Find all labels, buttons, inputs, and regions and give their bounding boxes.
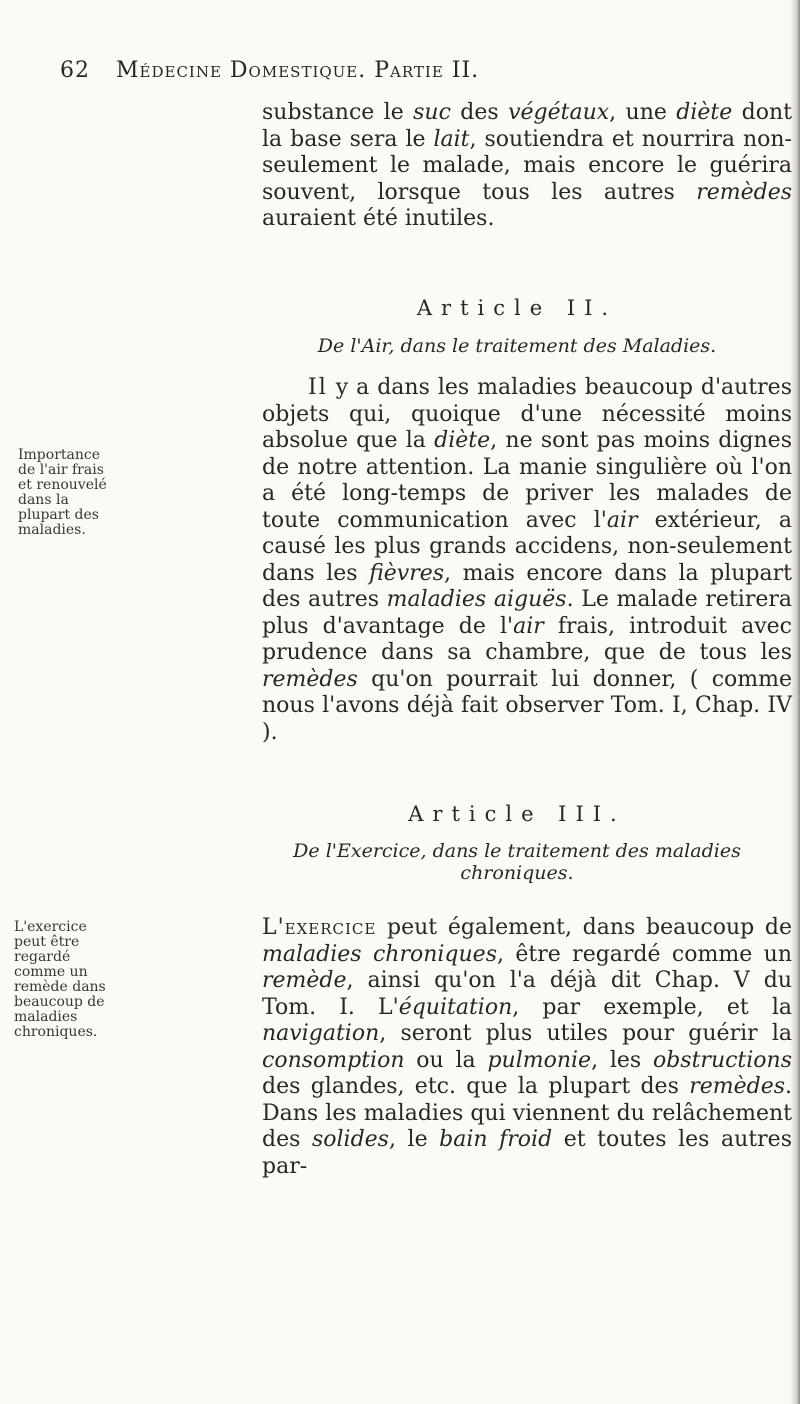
lead-word: L'exercice bbox=[262, 915, 377, 940]
paragraph-air bbox=[262, 375, 792, 746]
margin-note: Importance de l'air frais et renouvelé dans la plupart des maladies. bbox=[18, 447, 107, 538]
text: qu'on pourrait lui donner, ( comme nous l'avons déjà fait observer Tom. I, Chap. IV ). bbox=[262, 666, 792, 745]
emphasis: air bbox=[606, 507, 638, 533]
article-heading: Article III. bbox=[408, 802, 626, 826]
emphasis: diète bbox=[676, 100, 733, 125]
text: peut également, dans beaucoup de bbox=[376, 915, 792, 940]
text: , le bbox=[388, 1127, 440, 1152]
article-subtitle: De l'Air, dans le traitement des Maladies. bbox=[317, 335, 717, 357]
text: , ne sont pas moins dignes de notre attention. La manie singulière où l'on a été long-temps de priver les malades de toute communication avec l' bbox=[262, 428, 792, 533]
emphasis: suc bbox=[413, 100, 451, 125]
text: substance le bbox=[262, 100, 414, 125]
emphasis: remède bbox=[262, 968, 347, 993]
text: , une bbox=[609, 100, 677, 125]
text: , mais encore dans la plupart des autres bbox=[262, 560, 792, 612]
emphasis: solides bbox=[311, 1127, 389, 1152]
text: , les bbox=[591, 1047, 653, 1073]
text: , seront plus utiles pour guérir la bbox=[379, 1021, 792, 1046]
emphasis: maladies aiguës bbox=[386, 587, 567, 612]
text: extérieur, a causé les plus grands accidens, non-seulement dans les bbox=[262, 507, 792, 586]
text: des bbox=[450, 100, 509, 125]
text: . Le malade retirera plus d'avantage de l' bbox=[262, 587, 792, 639]
emphasis: pulmonie bbox=[487, 1047, 592, 1073]
emphasis: navigation bbox=[262, 1021, 380, 1046]
emphasis: lait bbox=[433, 126, 470, 152]
emphasis: équitation bbox=[398, 994, 513, 1020]
emphasis: remèdes bbox=[262, 666, 358, 692]
text: . Dans les maladies qui viennent du relâchement des bbox=[262, 1074, 792, 1152]
text: dont la base sera le bbox=[262, 100, 792, 152]
text: , être regardé comme un bbox=[496, 941, 792, 967]
emphasis: diète bbox=[434, 428, 491, 453]
emphasis: maladies chroniques bbox=[262, 941, 497, 967]
emphasis: consomption bbox=[262, 1047, 405, 1073]
running-title: Médecine Domestique. Partie II. bbox=[116, 58, 480, 83]
emphasis: bain froid bbox=[439, 1127, 553, 1152]
emphasis: remèdes bbox=[696, 179, 792, 205]
paragraph-diet bbox=[262, 100, 792, 233]
margin-note: L'exercice peut être regardé comme un remède dans beaucoup de maladies chroniques. bbox=[14, 919, 106, 1040]
dropcap: Il bbox=[308, 375, 328, 400]
text: auraient été inutiles. bbox=[262, 206, 495, 231]
article-heading: Article II. bbox=[416, 296, 618, 320]
emphasis: air bbox=[513, 613, 544, 639]
emphasis: végétaux bbox=[508, 100, 610, 125]
text: frais, introduit avec prudence dans sa chambre, que de tous les bbox=[262, 613, 792, 665]
text: des glandes, etc. que la plupart des bbox=[262, 1074, 690, 1099]
text: , ainsi qu'on l'a déjà dit Chap. V du Tom. I. L' bbox=[262, 968, 792, 1020]
emphasis: remèdes bbox=[689, 1074, 785, 1099]
article-subtitle: De l'Exercice, dans le traitement des maladies chroniques. bbox=[293, 840, 741, 884]
paragraph-exercise bbox=[262, 915, 792, 1180]
text: et toutes les autres par- bbox=[262, 1127, 792, 1179]
text: y a dans les maladies beaucoup d'autres objets qui, quoique d'une nécessité moins absolue que la bbox=[262, 375, 792, 453]
text: , par exemple, et la bbox=[512, 994, 792, 1020]
emphasis: fièvres bbox=[369, 560, 445, 586]
text: ou la bbox=[404, 1047, 488, 1073]
page-number: 62 bbox=[60, 58, 90, 83]
emphasis: obstructions bbox=[652, 1047, 793, 1073]
text: , soutiendra et nourrira non-seulement le malade, mais encore le guérira souvent, lorsque tous les autres bbox=[262, 126, 792, 205]
running-header bbox=[60, 58, 780, 83]
